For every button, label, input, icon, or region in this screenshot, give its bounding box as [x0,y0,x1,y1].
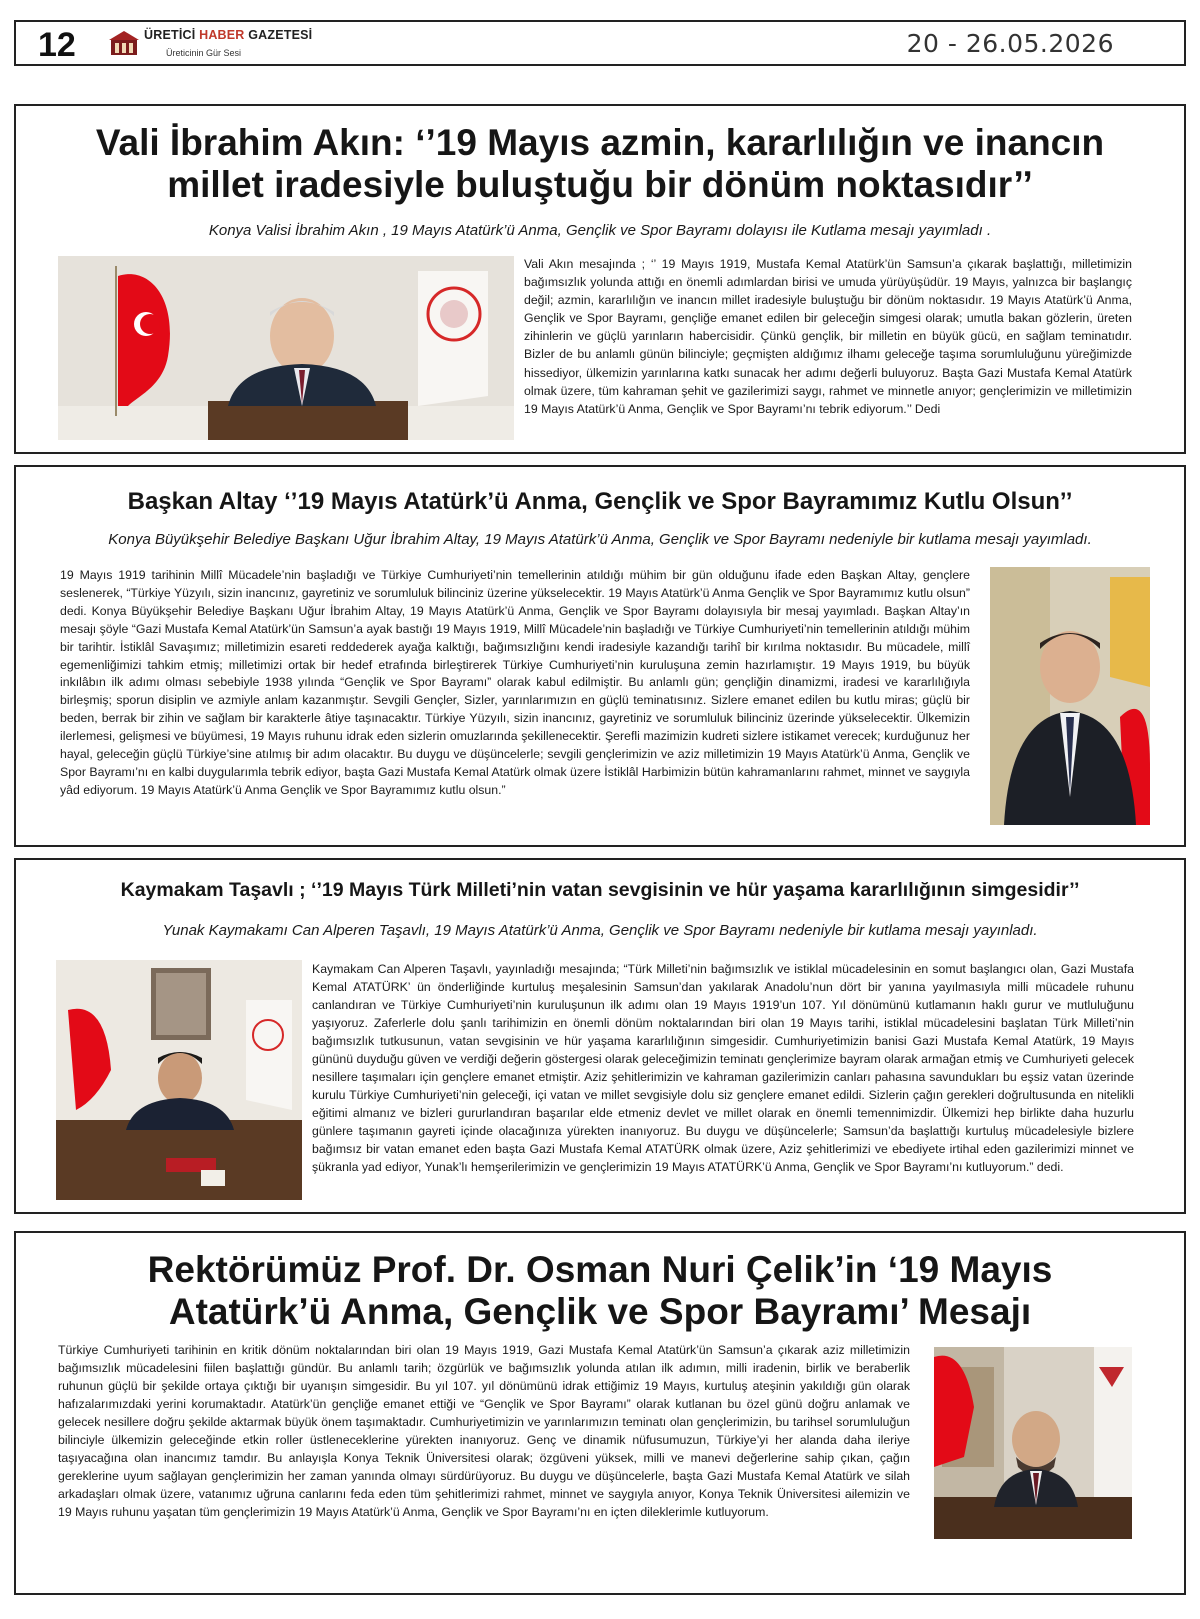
newspaper-slogan: Üreticinin Gür Sesi [166,48,242,58]
governor-photo [58,256,514,440]
article-body: Türkiye Cumhuriyeti tarihinin en kritik dönüm noktalarından biri olan 19 Mayıs 1919, Gazi Mustafa Kemal Atatürk’ün Samsun’a çıkarak aziz milletimizin bağımsızlık mücadelesini fiilen başlattığı gündür. Bu anlamlı tarih; özgürlük ve bağımsızlık yolunda atılan ilk adımın, milli iradenin, birlik ve beraberlik ruhunun güçlü bir şekilde ortaya çıktığı bir uyanışın simgesidir. Bu yıl 107. yıl dönümünü idrak ettiğimiz 19 Mayıs, kurtuluş ateşinin yakıldığı gün olarak hafızalarımızdaki yerini korumaktadır. Atatürk’ün gençliğe emanet ettiği ve “Gençlik ve Spor Bayramı” olarak kutlanan bu özel günü doğru anlamak ve gelecek nesillere doğru şekilde aktarmak büyük önem taşımaktadır. Cumhuriyetimizin ve yarınlarımızın teminatı olan gençlerimizin, bu tarihsel sorumluluğun bilinciyle ülkemizin geleceğinde etkin roller üstleneceklerine yürekten inanıyoruz. Genç ve dinamik nüfusumuzun, Türkiye’yi her alanda daha ileriye taşıyacağına olan inancımız tamdır. Bu anlayışla Konya Teknik Üniversitesi olarak; özgüveni yüksek, milli ve manevi değerlerine sahip çıkan, çağın gereklerine uyum sağlayan gençlerimizin her zaman yanında olmayı sürdürüyoruz. Bu duygu ve düşüncelerle, başta Gazi Mustafa Kemal Atatürk ve silah arkadaşları olmak üzere, vatanımız uğruna canlarını feda eden tüm şehitlerimizi rahmet, minnet ve saygıyla anıyor, Konya Teknik Üniversitesi ailemizin ve 19 Mayıs ruhunu yaşatan tüm gençlerimizin 19 Mayıs Atatürk’ü Anma, Gençlik ve Spor Bayramı’nı en içten dileklerimle kutluyorum. [58,1343,910,1519]
district-governor-photo [56,960,302,1200]
newspaper-logo-icon [108,29,140,57]
rector-photo [934,1347,1132,1539]
subheadline: Konya Büyükşehir Belediye Başkanı Uğur İbrahim Altay, 19 Mayıs Atatürk’ü Anma, Gençlik ve Spor Bayramı nedeniyle bir kutlama mesajı yayımladı. [108,531,1092,548]
mayor-photo [990,567,1150,825]
issue-date: 20 - 26.05.2026 [906,29,1114,58]
article-body: Vali Akın mesajında ; ‘’ 19 Mayıs 1919, Mustafa Kemal Atatürk’ün Samsun’a çıkarak başlattığı, milletimizin bağımsızlık yolunda attığı en önemli adımlardan birisi ve umuda yürüyüşüdür. 19 Mayıs, yalnızca bir başlangıç değil; azmin, kararlılığın ve inancın millet iradesiyle buluştuğu bir dönüm noktasıdır. 19 Mayıs Atatürk’ü Anma, Gençlik ve Spor Bayramı, gençliğe emanet edilen bir geleceğin simgesi olarak; umutla bakan gözlerin, üreten zihinlerin ve güçlü yarınların habercisidir. Çünkü gençlik, bir milletin en büyük gücü, en sağlam teminatıdır. Bizler de bu anlamlı günün bilinciyle; geçmişten aldığımız ilhamı geleceğe taşıma sorumluluğunu yüreğimizde hissediyor, ülkemizin yarınlarına katkı sunacak her adımı değerli buluyoruz. Başta Gazi Mustafa Kemal Atatürk olmak üzere, tüm kahraman şehit ve gazilerimizi saygı, rahmet ve minnetle anıyor; gençlerimizin ve milletimizin 19 Mayıs Atatürk’ü Anma, Gençlik ve Spor Bayramı’nı tebrik ediyorum.’’ Dedi [524,257,1132,416]
headline: Rektörümüz Prof. Dr. Osman Nuri Çelik’in ‘19 Mayıs Atatürk’ü Anma, Gençlik ve Spor Bayramı’ Mesajı [147,1249,1053,1332]
subheadline: Konya Valisi İbrahim Akın , 19 Mayıs Atatürk’ü Anma, Gençlik ve Spor Bayramı dolayısı ile Kutlama mesajı yayımladı . [208,222,992,239]
article-rector [14,1231,1186,1595]
article-district-governor [14,858,1186,1214]
page-header [14,20,1186,66]
article-body: 19 Mayıs 1919 tarihinin Millî Mücadele’nin başladığı ve Türkiye Cumhuriyeti’nin temellerinin atıldığı mühim bir gün olduğunu ifade eden Başkan Altay, gençlere seslenerek, “Türkiye Yüzyılı, sizin inancınız, gayretiniz ve sorumluluk bilinciniz üzerine yükselecektir. 19 Mayıs Atatürk’ü Anma Gençlik ve Spor Bayramımız kutlu olsun” dedi. Konya Büyükşehir Belediye Başkanı Uğur İbrahim Altay, 19 Mayıs Atatürk’ü Anma, Gençlik ve Spor Bayramı dolayısıyla bir mesaj yayımladı. Başkan Altay’ın mesajı şöyle “Gazi Mustafa Kemal Atatürk’ün Samsun’a ayak bastığı 19 Mayıs 1919, Millî Mücadele’nin başladığı ve Türkiye Cumhuriyeti’nin temellerinin atıldığı mühim bir tarihtir. İstiklâl Savaşımız; milletimizin esareti reddederek ayağa kalktığı, bağımsızlığını kendi iradesiyle kazandığı tarihî bir kırılma noktasıdır. Bu mücadele, millî egemenliğimizi tahkim etmiş; milletimizi ortak bir hedef etrafında birleştirerek Türkiye Cumhuriyeti’nin kuruluşuna zemin hazırlamıştır. 19 Mayıs 1919, bu büyük inkılâbın ilk adımı olması sebebiyle 1938 yılında “Gençlik ve Spor Bayramı” olarak kabul edilmiştir. Bu anlamlı gün; gençliğin dinamizmi, iradesi ve kararlılığıyla birleşmiş; sporun disiplin ve azmiyle anlam kazanmıştır. Sevgili Gençler, Sizler, yarınlarımızın en güçlü teminatısınız. Sizlere emanet edilen bu kutlu miras; güçlü bir beden, berrak bir zihin ve sağlam bir karakterle âtiye taşınacaktır. Türkiye Yüzyılı, sizin inancınız, gayretiniz ve sorumluluk bilinciniz üzerinde yükselecektir. Ülkemizin ilerlemesi, gelişmesi ve büyümesi, 19 Mayıs ruhunu idrak eden sizlerin omuzlarında şekillenecektir. Şerefli mazimizin kudreti sizlere istikamet verecek; kurduğunuz her hayal, geleceğin güçlü Türkiye’sine atılmış bir adım olacaktır. Bu duygu ve düşüncelerle; sevgili gençlerimizin ve aziz milletimizin 19 Mayıs Atatürk’ü Anma, Gençlik ve Spor Bayramı’nı en kalbi duygularımla tebrik ediyor, başta Gazi Mustafa Kemal Atatürk olmak üzere İstiklâl Harbimizin bütün kahramanlarını rahmet, minnet ve saygıyla yâd ediyorum. 19 Mayıs Atatürk’ü Anma Gençlik ve Spor Bayramımız kutlu olsun.” [60,568,970,797]
page-number: 12 [38,26,76,64]
article-body: Kaymakam Can Alperen Taşavlı, yayınladığı mesajında; “Türk Milleti’nin bağımsızlık ve istiklal mücadelesinin en somut başlangıcı olan, Gazi Mustafa Kemal ATATÜRK’ ün önderliğinde kurtuluş meşalesinin Samsun’dan yakılarak Anadolu’nun dört bir yanına yayılmasıyla milli mücadele ruhunu canlandıran ve Türkiye Cumhuriyeti’nin kuruluşunun ilk adımı olan 19 Mayıs 1919’un 107. Yıl dönümünü kutlamanın haklı gurur ve mutluluğunu yaşıyoruz. Zaferlerle dolu şanlı tarihimizin en önemli dönüm noktalarından biri olan 19 Mayıs tarihi, istiklal mücadelesini başlatan Türk Milleti’nin bağımsızlık tutkusunun, vatan sevgisinin ve hür yaşama kararlılığının simgesidir. Cumhuriyetimizin banisi Gazi Mustafa Kemal Atatürk, 19 Mayıs gününü duyduğu güven ve verdiği değerin göstergesi olarak geleceğimizin teminatı gençlerimize bayram olarak armağan etmiş ve Cumhuriyeti gelecek nesillere taşımaları için gençlere emanet etmiştir. Aziz şehitlerimizin ve kahraman gazilerimizin canları pahasına savundukları bu eşsiz vatan üzerinde kurulu Türkiye Cumhuriyeti’nin geleceği, içi vatan ve millet sevgisiyle dolu siz gençlere emanet edildi. Sizlerin çağın gerekleri doğrultusunda en nitelikli eğitimi almanız ve bizleri gururlandıran başarılar elde etmeniz devlet ve millet olarak en önemli temennimizdir. Ülkemizi hep birlikte daha huzurlu günlere taşımanın gayreti içinde olacağınıza yürekten inanıyoruz. Bu duygu ve düşüncelerle; Samsun’da başlattığı kurtuluş mücadelesiyle bizlere bağımsız bir vatan emanet eden başta Gazi Mustafa Kemal ATATÜRK olmak üzere, Aziz şehitlerimizi ve ebediyete irtihal eden gazilerimizi minnet ve şükranla yad ediyor, Yunak’lı hemşerilerimizin ve gençlerimizin 19 Mayıs ATATÜRK’ü Anma, Gençlik ve Spor Bayramı’nı kutluyorum.” dedi. [312,962,1134,1174]
article-mayor [14,465,1186,847]
brand-gazete: GAZETESİ [248,28,313,42]
headline: Kaymakam Taşavlı ; ‘’19 Mayıs Türk Milleti’nin vatan sevgisinin ve hür yaşama kararlılığının simgesidir’’ [120,879,1080,901]
headline: Başkan Altay ‘’19 Mayıs Atatürk’ü Anma, Gençlik ve Spor Bayramımız Kutlu Olsun’’ [127,488,1073,515]
headline: Vali İbrahim Akın: ‘’19 Mayıs azmin, kararlılığın ve inancın millet iradesiyle buluştuğu bir dönüm noktasıdır’’ [95,122,1105,205]
newspaper-name [144,28,312,42]
brand-uretici: ÜRETİCİ [144,28,196,42]
article-governor [14,104,1186,454]
subheadline: Yunak Kaymakamı Can Alperen Taşavlı, 19 Mayıs Atatürk’ü Anma, Gençlik ve Spor Bayramı nedeniyle bir kutlama mesajı yayınladı. [162,922,1038,939]
brand-haber: HABER [199,28,245,42]
